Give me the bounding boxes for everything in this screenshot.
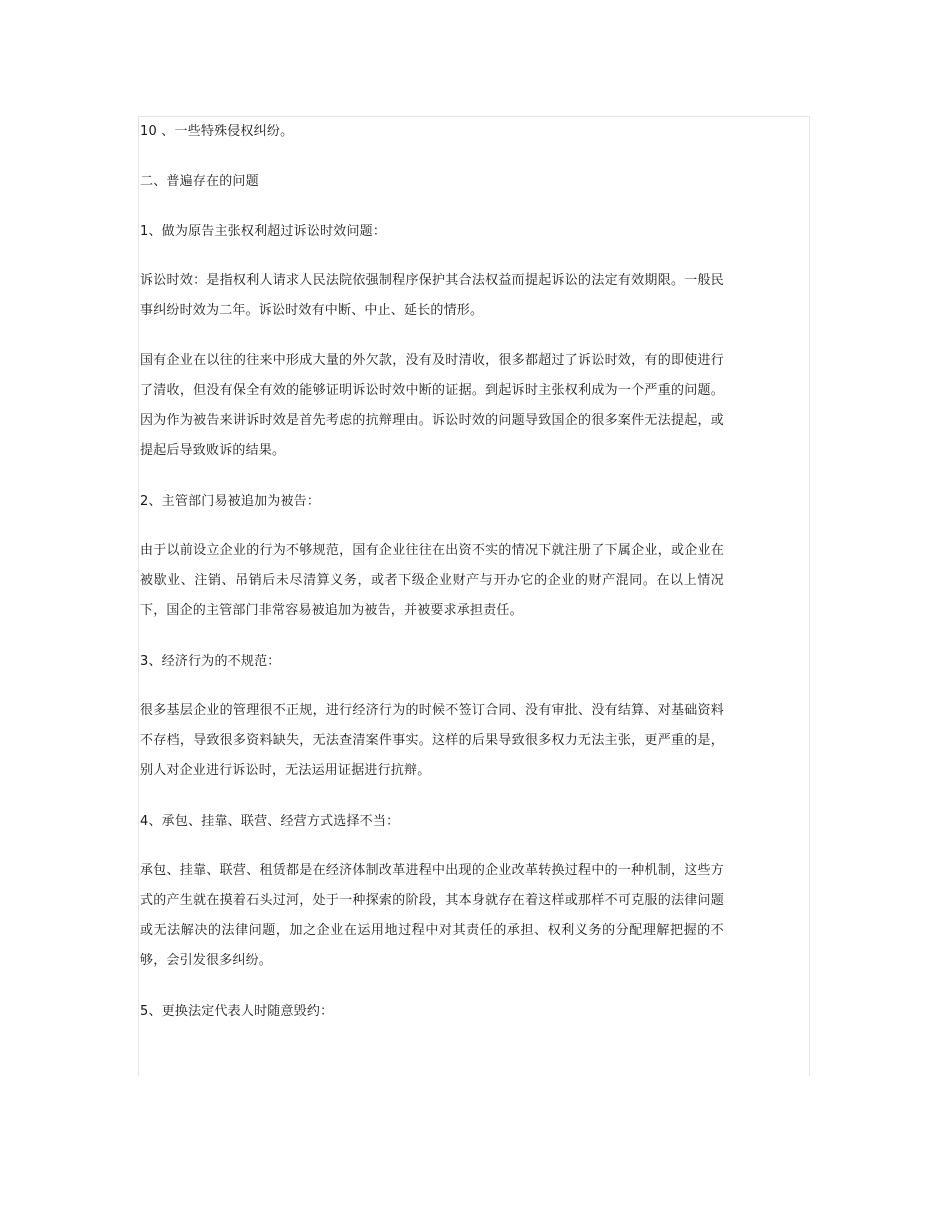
subheading-5: 5、更换法定代表人时随意毁约： [140, 1004, 334, 1019]
subheading-1: 1、做为原告主张权利超过诉讼时效问题： [140, 224, 387, 239]
paragraph-4: 很多基层企业的管理很不正规，进行经济行为的时候不签订合同、没有审批、没有结算、对基础资料不存档，导致很多资料缺失，无法查清案件事实。这样的后果导致很多权力无法主张，更严重的是，别人对企业进行诉讼时，无法运用证据进行抗辩。 [140, 703, 724, 778]
paragraph-3: 由于以前设立企业的行为不够规范，国有企业往往在出资不实的情况下就注册了下属企业，或企业在被歇业、注销、吊销后未尽清算义务，或者下级企业财产与开办它的企业的财产混同。在以上情况下，国企的主管部门非常容易被追加为被告，并被要求承担责任。 [140, 543, 724, 618]
subheading-4: 4、承包、挂靠、联营、经营方式选择不当： [140, 814, 400, 829]
document-body [140, 116, 724, 1028]
paragraph-1: 诉讼时效：是指权利人请求人民法院依强制程序保护其合法权益而提起诉讼的法定有效期限。一般民事纠纷时效为二年。诉讼时效有中断、中止、延长的情形。 [140, 273, 724, 318]
subheading-3: 3、经济行为的不规范： [140, 654, 281, 669]
paragraph-5: 承包、挂靠、联营、租赁都是在经济体制改革进程中出现的企业改革转换过程中的一种机制，这些方式的产生就在摸着石头过河，处于一种探索的阶段，其本身就存在着这样或那样不可克服的法律问题或无法解决的法律问题，加之企业在运用地过程中对其责任的承担、权利义务的分配理解把握的不够，会引发很多纠纷。 [140, 863, 724, 968]
subheading-2: 2、主管部门易被追加为被告： [140, 494, 321, 509]
section-heading: 二、普遍存在的问题 [140, 174, 259, 189]
list-item-10: 10 、一些特殊侵权纠纷。 [140, 124, 294, 139]
paragraph-2: 国有企业在以往的往来中形成大量的外欠款，没有及时清收，很多都超过了诉讼时效，有的即使进行了清收，但没有保全有效的能够证明诉讼时效中断的证据。到起诉时主张权利成为一个严重的问题。因为作为被告来讲诉时效是首先考虑的抗辩理由。诉讼时效的问题导致国企的很多案件无法提起，或提起后导致败诉的结果。 [140, 353, 724, 458]
